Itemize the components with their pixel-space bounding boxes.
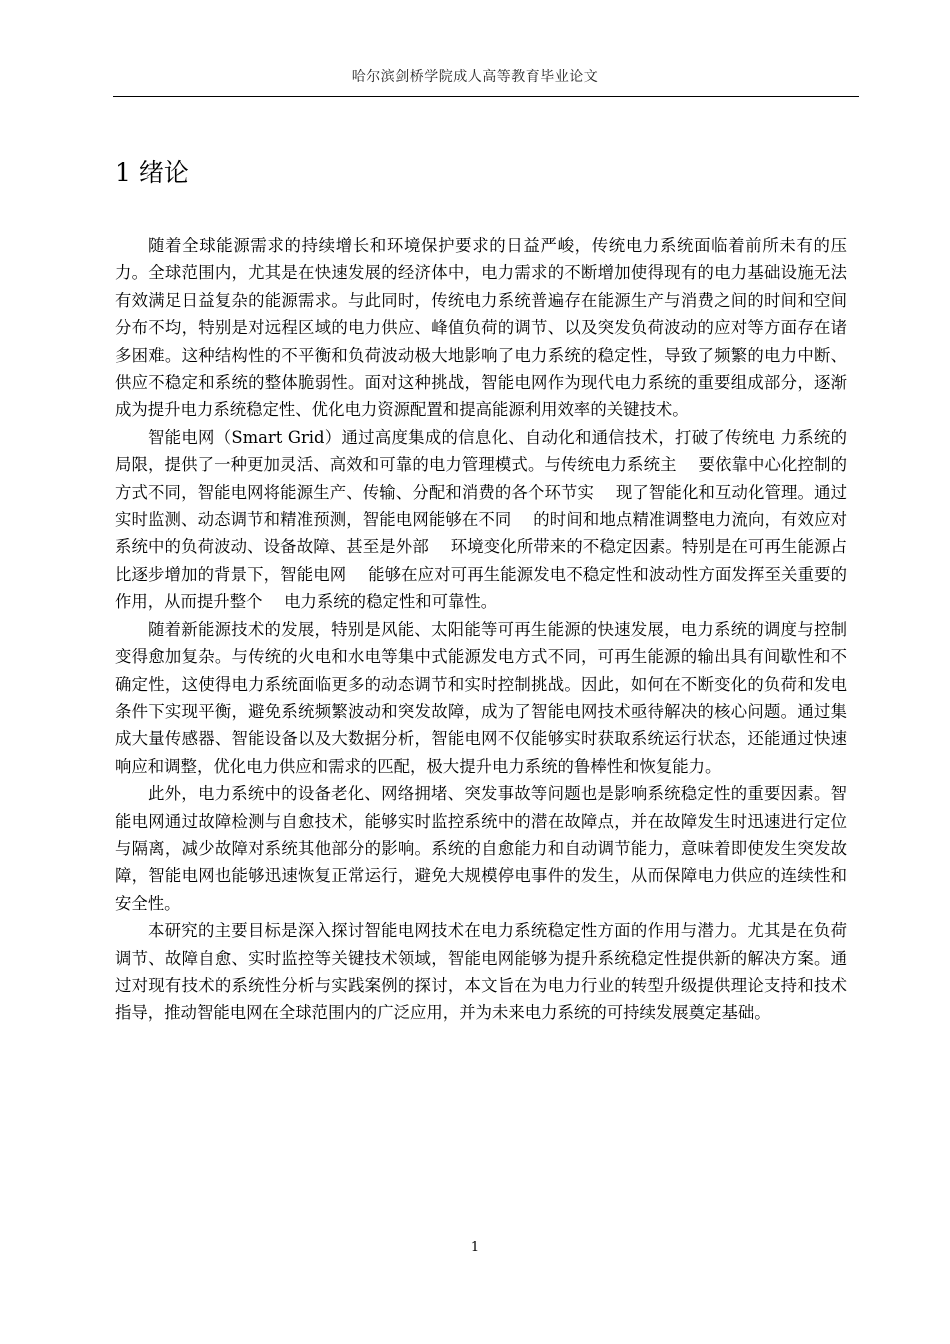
paragraph: 本研究的主要目标是深入探讨智能电网技术在电力系统稳定性方面的作用与潜力。尤其是在负荷调节、故障自愈、实时监控等关键技术领域，智能电网能够为提升系统稳定性提供新的解决方案。通过对现有技术的系统性分析与实践案例的探讨，本文旨在为电力行业的转型升级提供理论支持和技术指导，推动智能电网在全球范围内的广泛应用，并为未来电力系统的可持续发展奠定基础。 xyxy=(115,921,847,1023)
paragraph: 智能电网（Smart Grid）通过高度集成的信息化、自动化和通信技术，打破了传统电 力系统的局限，提供了一种更加灵活、高效和可靠的电力管理模式。与传统电力系统主 要依靠中心化控制的方式不同，智能电网将能源生产、传输、分配和消费的各个环节实 现了智能化和互动化管理。通过实时监测、动态调节和精准预测，智能电网能够在不同 的时间和地点精准调整电力流向，有效应对系统中的负荷波动、设备故障、甚至是外部 环境变化所带来的不稳定因素。特别是在可再生能源占比逐步增加的背景下，智能电网 能够在应对可再生能源发电不稳定性和波动性方面发挥至关重要的作用，从而提升整个 电力系统的稳定性和可靠性。 xyxy=(115,427,847,612)
chapter-title: 1 绪论 xyxy=(115,158,189,187)
page-number: 1 xyxy=(470,1240,480,1255)
paragraph: 随着新能源技术的发展，特别是风能、太阳能等可再生能源的快速发展，电力系统的调度与控制变得愈加复杂。与传统的火电和水电等集中式能源发电方式不同，可再生能源的输出具有间歇性和不确定性，这使得电力系统面临更多的动态调节和实时控制挑战。因此，如何在不断变化的负荷和发电条件下实现平衡，避免系统频繁波动和突发故障，成为了智能电网技术亟待解决的核心问题。通过集成大量传感器、智能设备以及大数据分析，智能电网不仅能够实时获取系统运行状态，还能通过快速响应和调整，优化电力供应和需求的匹配，极大提升电力系统的鲁棒性和恢复能力。 xyxy=(115,619,847,776)
header-divider xyxy=(113,96,859,97)
paragraph: 此外，电力系统中的设备老化、网络拥堵、突发事故等问题也是影响系统稳定性的重要因素。智能电网通过故障检测与自愈技术，能够实时监控系统中的潜在故障点，并在故障发生时迅速进行定位与隔离，减少故障对系统其他部分的影响。系统的自愈能力和自动调节能力，意味着即使发生突发故障，智能电网也能够迅速恢复正常运行，避免大规模停电事件的发生，从而保障电力供应的连续性和安全性。 xyxy=(115,784,847,913)
body-text xyxy=(115,232,847,1027)
paragraph: 随着全球能源需求的持续增长和环境保护要求的日益严峻，传统电力系统面临着前所未有的压力。全球范围内，尤其是在快速发展的经济体中，电力需求的不断增加使得现有的电力基础设施无法有效满足日益复杂的能源需求。与此同时，传统电力系统普遍存在能源生产与消费之间的时间和空间分布不均，特别是对远程区域的电力供应、峰值负荷的调节、以及突发负荷波动的应对等方面存在诸多困难。这种结构性的不平衡和负荷波动极大地影响了电力系统的稳定性，导致了频繁的电力中断、供应不稳定和系统的整体脆弱性。面对这种挑战，智能电网作为现代电力系统的重要组成部分，逐渐成为提升电力系统稳定性、优化电力资源配置和提高能源利用效率的关键技术。 xyxy=(115,236,847,420)
running-header: 哈尔滨剑桥学院成人高等教育毕业论文 xyxy=(351,69,599,85)
